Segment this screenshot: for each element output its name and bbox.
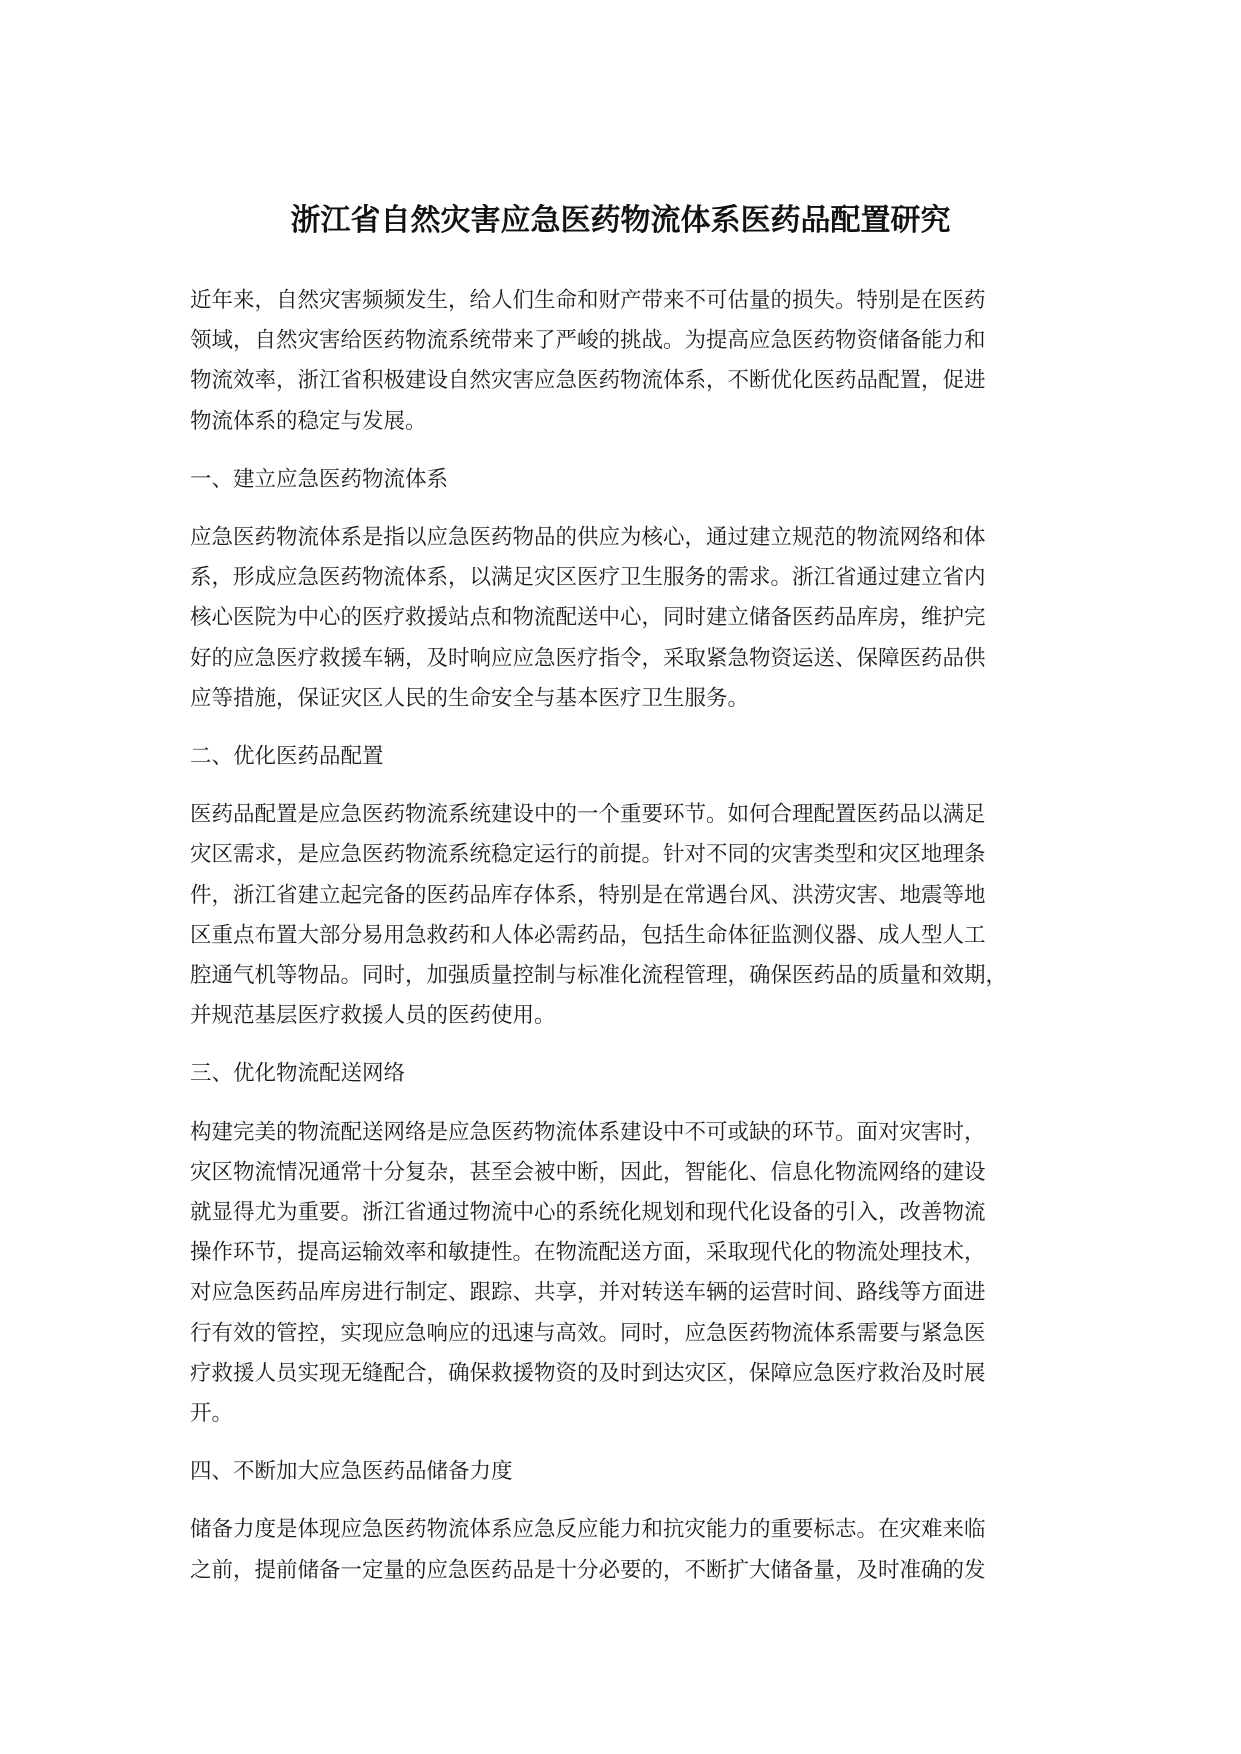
paragraph-line: 物流体系的稳定与发展。 bbox=[190, 408, 427, 434]
paragraph-line: 领域，自然灾害给医药物流系统带来了严峻的挑战。为提高应急医药物资储备能力和 bbox=[190, 328, 986, 354]
body-paragraph bbox=[190, 518, 1072, 719]
heading-text: 一、建立应急医药物流体系 bbox=[190, 466, 449, 492]
paragraph-line: 区重点布置大部分易用急救药和人体必需药品，包括生命体征监测仪器、成人型人工 bbox=[190, 922, 986, 948]
paragraph-line: 应急医药物流体系是指以应急医药物品的供应为核心，通过建立规范的物流网络和体 bbox=[190, 525, 986, 551]
heading-text: 二、优化医药品配置 bbox=[190, 744, 384, 770]
paragraph-line: 核心医院为中心的医疗救援站点和物流配送中心，同时建立储备医药品库房，维护完 bbox=[190, 605, 986, 631]
paragraph-line: 就显得尤为重要。浙江省通过物流中心的系统化规划和现代化设备的引入，改善物流 bbox=[190, 1200, 986, 1226]
paragraph-line: 物流效率，浙江省积极建设自然灾害应急医药物流体系，不断优化医药品配置，促进 bbox=[190, 368, 986, 394]
body-paragraph bbox=[190, 795, 1072, 1036]
body-paragraph bbox=[190, 281, 1072, 442]
paragraph-line: 并规范基层医疗救援人员的医药使用。 bbox=[190, 1003, 556, 1029]
paragraph-line: 之前，提前储备一定量的应急医药品是十分必要的，不断扩大储备量，及时准确的发 bbox=[190, 1557, 986, 1583]
paragraph-line: 腔通气机等物品。同时，加强质量控制与标准化流程管理，确保医药品的质量和效期， bbox=[190, 963, 1008, 989]
document-body bbox=[190, 281, 1072, 1609]
body-paragraph bbox=[190, 1113, 1072, 1435]
paragraph-line: 好的应急医疗救援车辆，及时响应应急医疗指令，采取紧急物资运送、保障医药品供 bbox=[190, 645, 986, 671]
paragraph-line: 近年来，自然灾害频频发生，给人们生命和财产带来不可估量的损失。特别是在医药 bbox=[190, 288, 986, 313]
paragraph-line: 行有效的管控，实现应急响应的迅速与高效。同时，应急医药物流体系需要与紧急医 bbox=[190, 1320, 986, 1346]
paragraph-line: 储备力度是体现应急医药物流体系应急反应能力和抗灾能力的重要标志。在灾难来临 bbox=[190, 1517, 986, 1543]
paragraph-line: 操作环节，提高运输效率和敏捷性。在物流配送方面，采取现代化的物流处理技术， bbox=[190, 1240, 986, 1266]
paragraph-line: 应等措施，保证灾区人民的生命安全与基本医疗卫生服务。 bbox=[190, 685, 750, 711]
section-heading bbox=[190, 1452, 1072, 1492]
paragraph-line: 构建完美的物流配送网络是应急医药物流体系建设中不可或缺的环节。面对灾害时， bbox=[190, 1119, 986, 1145]
paragraph-line: 灾区物流情况通常十分复杂，甚至会被中断，因此，智能化、信息化物流网络的建设 bbox=[190, 1159, 986, 1185]
body-paragraph bbox=[190, 1510, 1072, 1590]
paragraph-line: 灾区需求，是应急医药物流系统稳定运行的前提。针对不同的灾害类型和灾区地理条 bbox=[190, 842, 986, 868]
document-title: 浙江省自然灾害应急医药物流体系医药品配置研究 bbox=[290, 203, 951, 239]
paragraph-line: 开。 bbox=[190, 1401, 234, 1427]
paragraph-line: 系，形成应急医药物流体系，以满足灾区医疗卫生服务的需求。浙江省通过建立省内 bbox=[190, 565, 986, 591]
section-heading bbox=[190, 460, 1072, 500]
paragraph-line: 医药品配置是应急医药物流系统建设中的一个重要环节。如何合理配置医药品以满足 bbox=[190, 802, 986, 828]
section-heading bbox=[190, 1054, 1072, 1094]
heading-text: 三、优化物流配送网络 bbox=[190, 1061, 406, 1087]
section-heading bbox=[190, 737, 1072, 777]
paragraph-line: 对应急医药品库房进行制定、跟踪、共享，并对转送车辆的运营时间、路线等方面进 bbox=[190, 1280, 986, 1306]
paragraph-line: 件，浙江省建立起完备的医药品库存体系，特别是在常遇台风、洪涝灾害、地震等地 bbox=[190, 882, 986, 908]
heading-text: 四、不断加大应急医药品储备力度 bbox=[190, 1459, 513, 1485]
paragraph-line: 疗救援人员实现无缝配合，确保救援物资的及时到达灾区，保障应急医疗救治及时展 bbox=[190, 1360, 986, 1386]
